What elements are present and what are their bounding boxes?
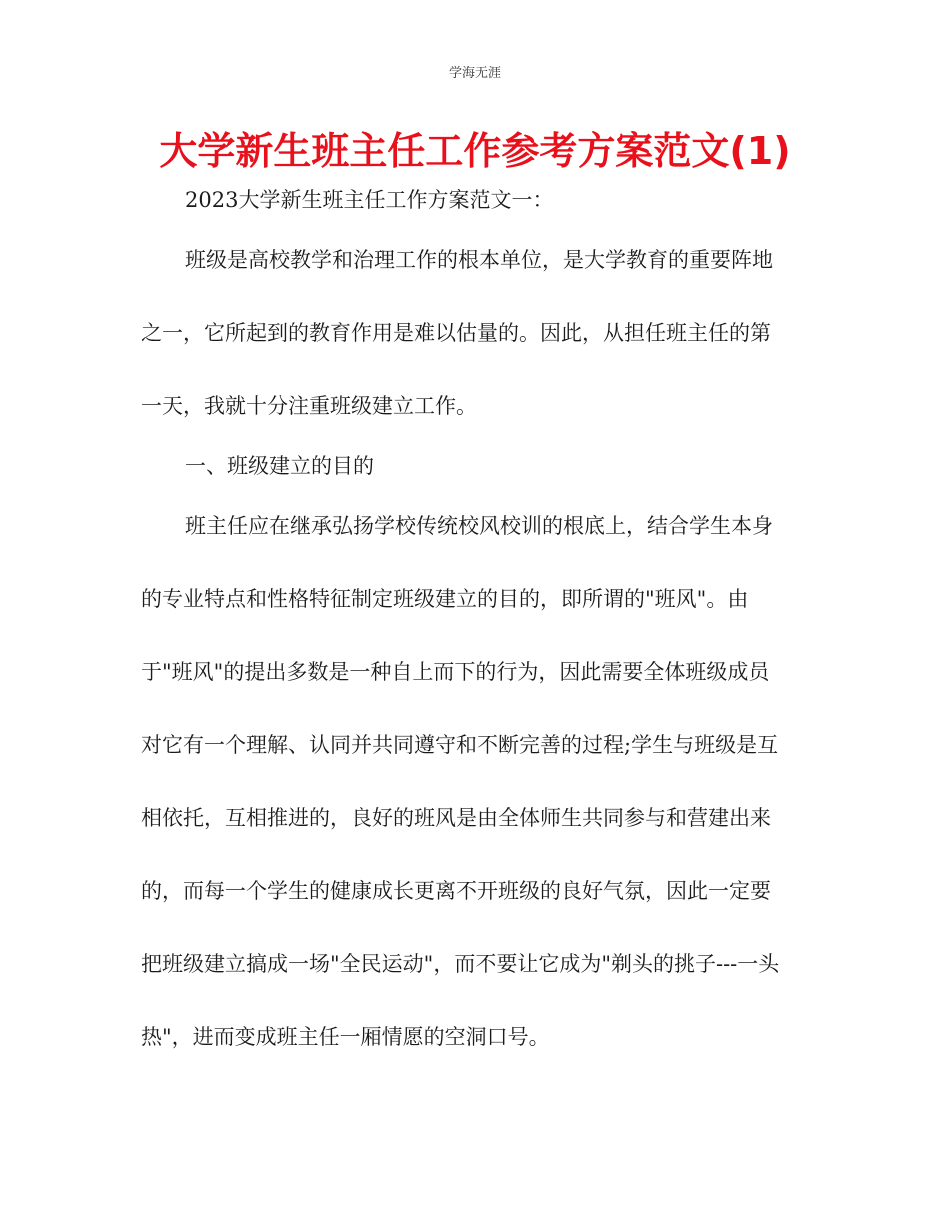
paragraph-line: 于"班风"的提出多数是一种自上而下的行为，因此需要全体班级成员 (141, 660, 770, 684)
paragraph-line: 对它有一个理解、认同并共同遵守和不断完善的过程;学生与班级是互 (141, 733, 779, 757)
intro-line: 2023大学新生班主任工作方案范文一： (185, 188, 554, 212)
paragraph-line: 的，而每一个学生的健康成长更离不开班级的良好气氛，因此一定要 (141, 879, 771, 903)
paragraph-line: 之一，它所起到的教育作用是难以估量的。因此，从担任班主任的第 (141, 321, 771, 345)
section-heading: 一、班级建立的目的 (185, 454, 374, 478)
paragraph-line: 班级是高校教学和治理工作的根本单位，是大学教育的重要阵地 (185, 248, 773, 272)
paragraph-line: 一天，我就十分注重班级建立工作。 (141, 394, 477, 418)
paragraph-line: 的专业特点和性格特征制定班级建立的目的，即所谓的"班风"。由 (141, 587, 749, 611)
paragraph-line: 班主任应在继承弘扬学校传统校风校训的根底上，结合学生本身 (185, 514, 773, 538)
paragraph-line: 热"，进而变成班主任一厢情愿的空洞口号。 (141, 1025, 550, 1049)
page-header: 学海无涯 (448, 66, 501, 81)
document-title: 大学新生班主任工作参考方案范文(1) (159, 129, 791, 173)
paragraph-line: 把班级建立搞成一场"全民运动"，而不要让它成为"剃头的挑子---一头 (141, 952, 780, 976)
paragraph-line: 相依托，互相推进的，良好的班风是由全体师生共同参与和营建出来 (141, 806, 771, 830)
